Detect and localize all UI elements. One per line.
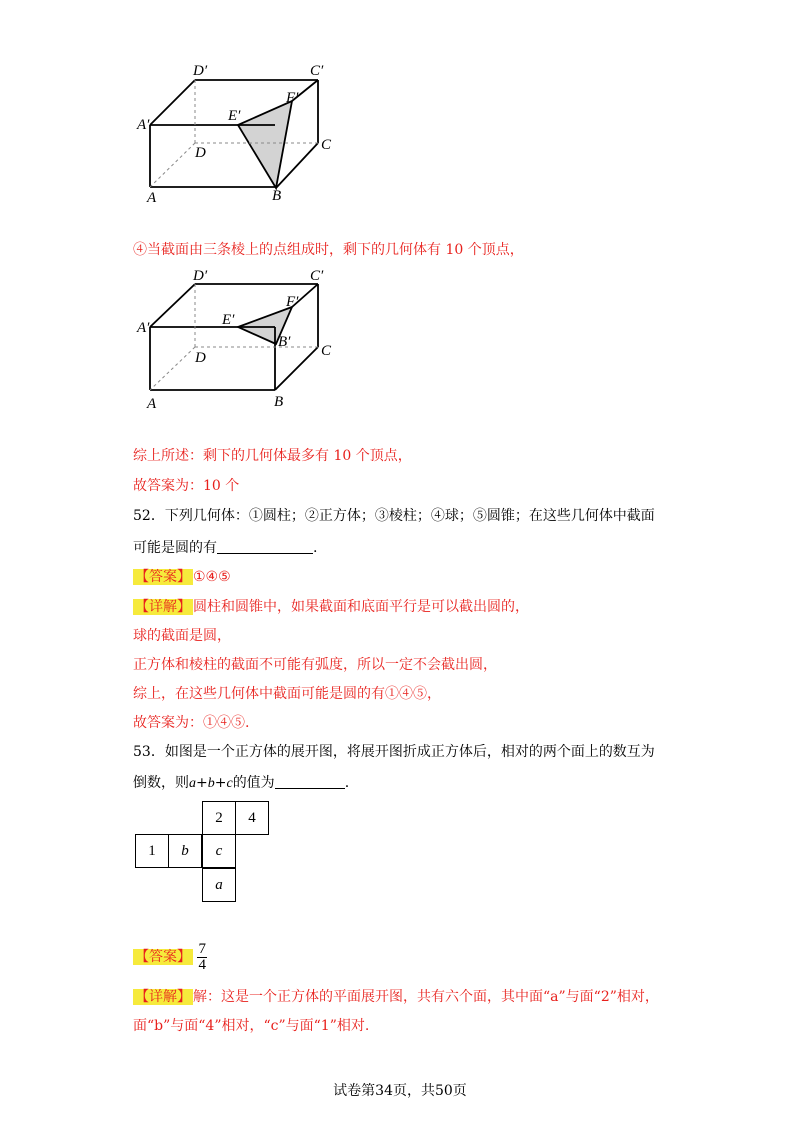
answer-fraction [197,942,207,973]
answer-blank [217,539,313,554]
label-C-prime: C′ [310,63,324,79]
q52-detail4: 综上，在这些几何体中截面可能是圆的有①④⑤， [133,686,441,702]
expr-a: a [189,776,196,791]
expr-b: b [207,776,215,791]
answer-51: 故答案为：10 个 [133,478,240,494]
label-C: C [321,137,332,153]
q52-line2-text: 可能是圆的有 [133,540,217,556]
q53-line2 [133,773,349,794]
page-footer: 试卷第34页，共50页 [333,1083,467,1099]
label-E-prime: E′ [222,312,235,328]
q52-line1: 52．下列几何体：①圆柱；②正方体；③棱柱；④球；⑤圆锥；在这些几何体中截面 [133,508,655,524]
label-A: A [147,396,157,412]
answer-value: ①④⑤ [193,569,231,585]
label-B: B [274,394,284,410]
label-D-prime: D′ [193,63,208,79]
summary-text: 综上所述：剩下的几何体最多有 10 个顶点， [133,448,412,464]
detail-text: 解：这是一个正方体的平面展开图，共有六个面，其中面“a”与面“2”相对， [193,989,659,1005]
detail-tag: 【详解】 [135,599,191,615]
net-cell: 1 [135,834,169,868]
label-A-prime: A′ [137,320,150,336]
label-B: B [272,188,282,204]
fraction-numerator: 7 [198,940,206,957]
net-cell: b [168,834,202,868]
q53-line1: 53．如图是一个正方体的展开图，将展开图折成正方体后，相对的两个面上的数互为 [133,744,655,760]
figure-cuboid-section-2 [120,262,360,412]
detail-text: 圆柱和圆锥中，如果截面和底面平行是可以截出圆的， [193,599,529,615]
label-C-prime: C′ [310,268,324,284]
q53-line2-end: . [344,775,350,791]
expr-c: c [226,776,233,791]
section-triangle [238,101,292,188]
q52-detail2: 球的截面是圆， [133,628,231,644]
expr-plus: + [196,775,208,791]
label-F-prime: F′ [286,294,299,310]
q52-detail5: 故答案为：①④⑤. [133,715,250,731]
q52-answer [133,567,231,587]
detail-tag: 【详解】 [135,989,191,1005]
q53-detail2: 面“b”与面“4”相对，“c”与面“1”相对. [133,1018,370,1034]
label-A: A [147,190,157,206]
label-E-prime: E′ [228,108,241,124]
q53-detail1 [133,987,659,1007]
fraction-denominator: 4 [198,956,206,973]
q53-line2-pre: 倒数，则 [133,775,189,791]
case4-text: ④当截面由三条棱上的点组成时，剩下的几何体有 10 个顶点， [133,242,524,258]
net-cell: c [202,834,236,868]
q52-detail3: 正方体和棱柱的截面不可能有弧度，所以一定不会截出圆， [133,657,497,673]
answer-tag: 【答案】 [135,949,191,965]
q52-detail1 [133,597,529,617]
q53-answer [133,940,207,974]
label-A-prime: A′ [137,117,150,133]
q53-line2-post: 的值为 [232,775,275,791]
q52-line2 [133,538,317,558]
label-B-prime: B′ [278,334,291,350]
net-cell: 4 [235,801,269,835]
label-D-prime: D′ [193,268,208,284]
label-C: C [321,343,332,359]
answer-tag: 【答案】 [135,569,191,585]
net-cell: a [202,868,236,902]
expr-plus: + [214,775,227,791]
label-D: D [195,350,206,366]
cube-net [135,801,275,903]
answer-blank [275,774,345,789]
label-D: D [195,145,206,161]
net-cell: 2 [202,801,236,835]
q52-line2-end: . [313,540,318,556]
label-F-prime: F′ [286,90,299,106]
